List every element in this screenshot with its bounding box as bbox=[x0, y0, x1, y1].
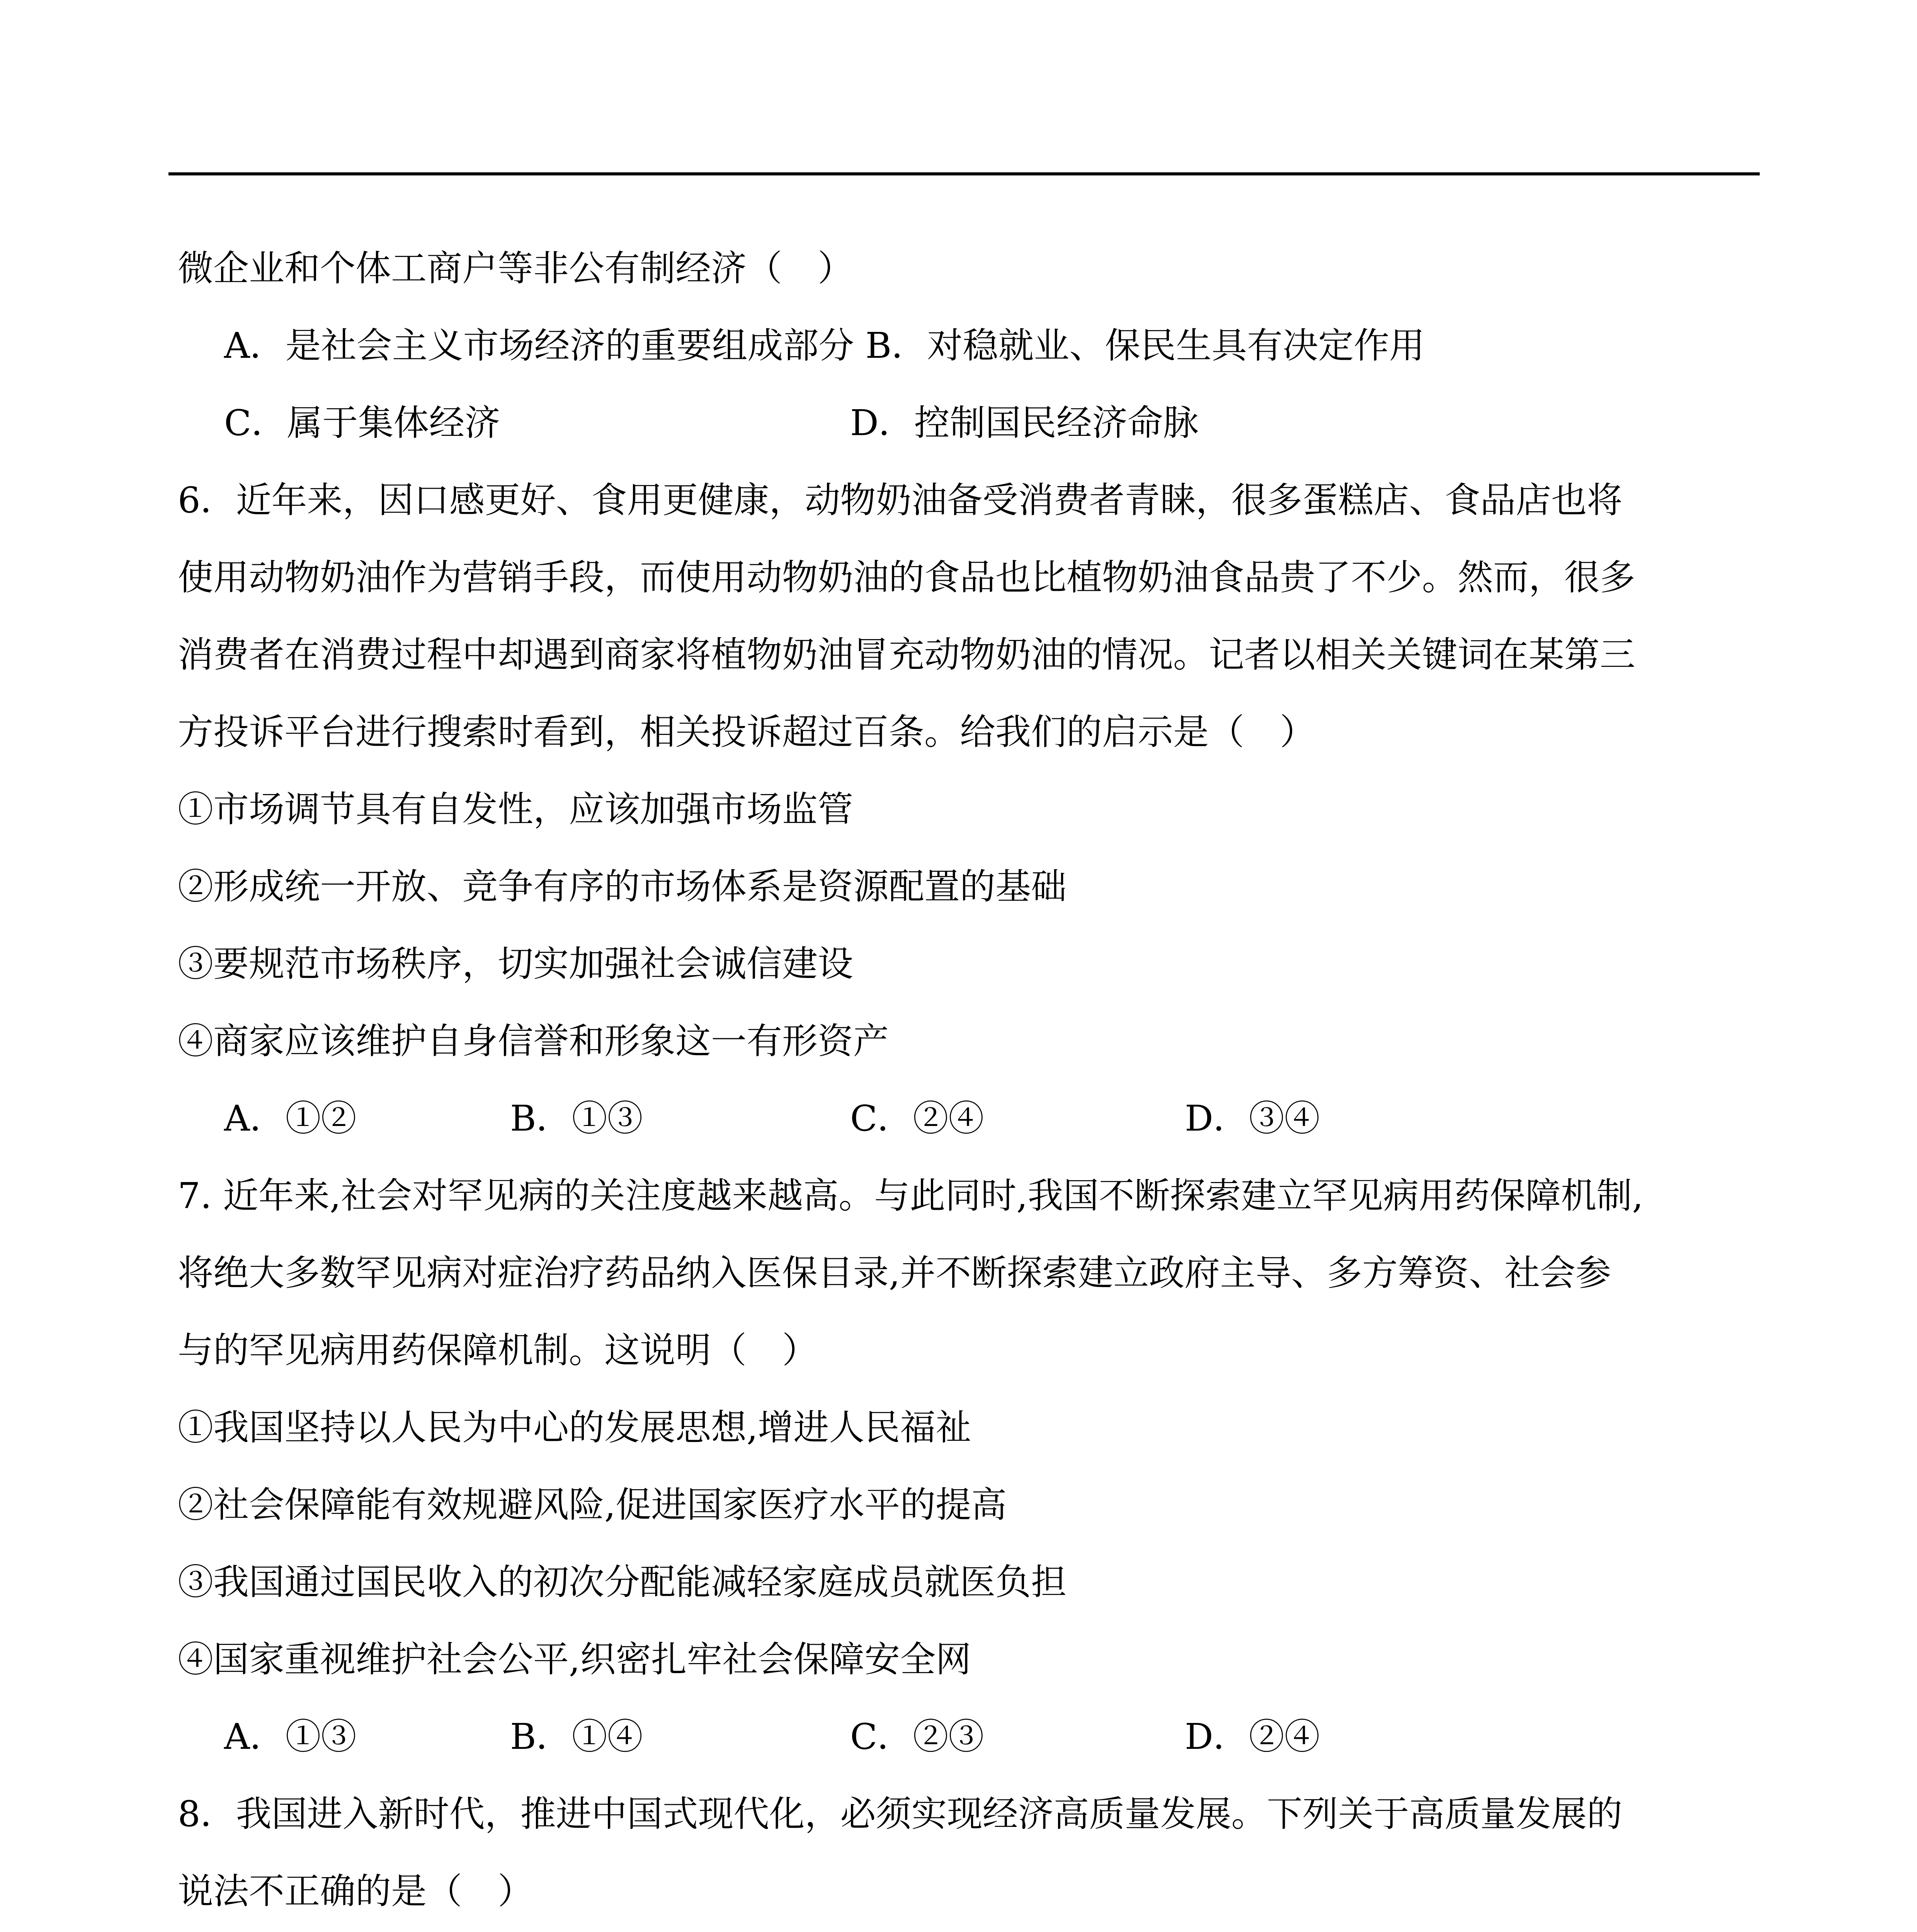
q5-option-d: D．控制国民经济命脉 bbox=[850, 402, 1199, 444]
q5-stem-continuation: 微企业和个体工商户等非公有制经济（ ） bbox=[178, 248, 854, 289]
q6-stem-line-1: 6．近年来，因口感更好、食用更健康，动物奶油备受消费者青睐，很多蛋糕店、食品店也将 bbox=[178, 480, 1623, 521]
q6-statement-4: ④商家应该维护自身信誉和形象这一有形资产 bbox=[178, 1020, 889, 1062]
q7-statement-1: ①我国坚持以人民为中心的发展思想,增进人民福祉 bbox=[178, 1407, 971, 1448]
q6-statement-3: ③要规范市场秩序，切实加强社会诚信建设 bbox=[178, 943, 854, 985]
q7-statement-3: ③我国通过国民收入的初次分配能减轻家庭成员就医负担 bbox=[178, 1561, 1067, 1603]
q6-option-d: D．③④ bbox=[1185, 1098, 1320, 1139]
q6-option-b: B．①③ bbox=[510, 1098, 643, 1139]
q7-option-b: B．①④ bbox=[510, 1716, 643, 1757]
q6-stem-line-3: 消费者在消费过程中却遇到商家将植物奶油冒充动物奶油的情况。记者以相关关键词在某第三 bbox=[178, 634, 1636, 675]
q7-statement-4: ④国家重视维护社会公平,织密扎牢社会保障安全网 bbox=[178, 1639, 971, 1680]
q7-option-c: C．②③ bbox=[850, 1716, 984, 1757]
q5-options-ab: A．是社会主义市场经济的重要组成部分 B．对稳就业、保民生具有决定作用 bbox=[224, 325, 1425, 366]
q6-stem-line-2: 使用动物奶油作为营销手段，而使用动物奶油的食品也比植物奶油食品贵了不少。然而，很多 bbox=[178, 557, 1636, 598]
q6-statement-2: ②形成统一开放、竞争有序的市场体系是资源配置的基础 bbox=[178, 866, 1067, 907]
q7-stem-line-3: 与的罕见病用药保障机制。这说明（ ） bbox=[178, 1330, 818, 1371]
q6-option-a: A．①② bbox=[224, 1098, 357, 1139]
q7-stem-line-1: 7. 近年来,社会对罕见病的关注度越来越高。与此同时,我国不断探索建立罕见病用药保障机制, bbox=[178, 1175, 1643, 1216]
q7-stem-line-2: 将绝大多数罕见病对症治疗药品纳入医保目录,并不断探索建立政府主导、多方筹资、社会参 bbox=[178, 1252, 1611, 1294]
q8-stem-line-1: 8．我国进入新时代，推进中国式现代化，必须实现经济高质量发展。下列关于高质量发展的 bbox=[178, 1793, 1623, 1835]
q6-option-c: C．②④ bbox=[850, 1098, 984, 1139]
q6-stem-line-4: 方投诉平台进行搜索时看到，相关投诉超过百条。给我们的启示是（ ） bbox=[178, 711, 1316, 753]
q8-stem-line-2: 说法不正确的是（ ） bbox=[178, 1871, 534, 1912]
header-rule bbox=[168, 172, 1760, 175]
q7-statement-2: ②社会保障能有效规避风险,促进国家医疗水平的提高 bbox=[178, 1484, 1007, 1526]
q5-option-c: C．属于集体经济 bbox=[224, 402, 500, 444]
q7-option-a: A．①③ bbox=[224, 1716, 357, 1757]
q6-statement-1: ①市场调节具有自发性，应该加强市场监管 bbox=[178, 789, 854, 830]
q7-option-d: D．②④ bbox=[1185, 1716, 1320, 1757]
